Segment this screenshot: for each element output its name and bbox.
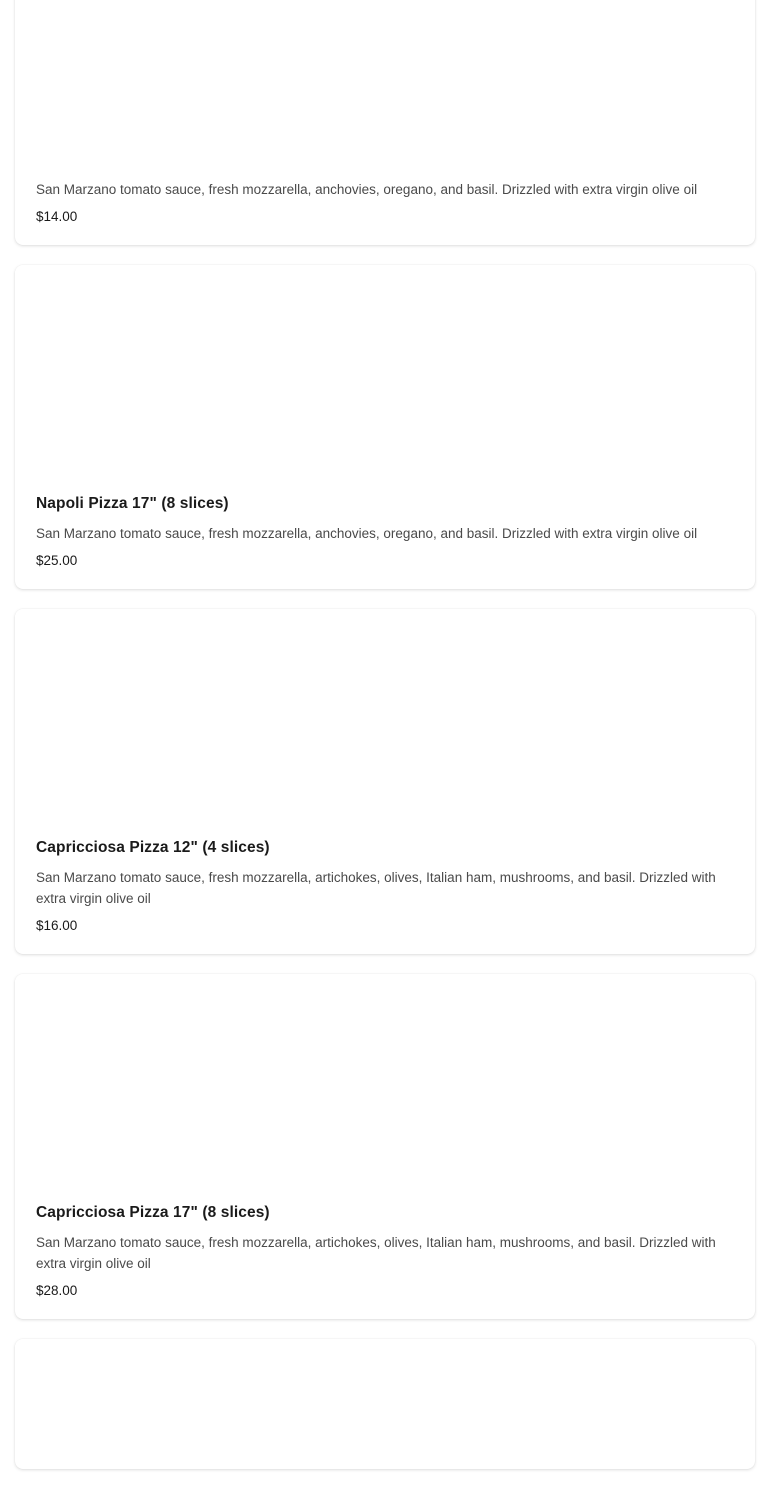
menu-item-details bbox=[15, 168, 755, 245]
menu-item-image bbox=[15, 0, 755, 168]
menu-item-description: San Marzano tomato sauce, fresh mozzarella, anchovies, oregano, and basil. Drizzled with extra virgin olive oil bbox=[36, 182, 698, 197]
menu-item-image bbox=[15, 265, 755, 495]
menu-item-description: San Marzano tomato sauce, fresh mozzarella, anchovies, oregano, and basil. Drizzled with extra virgin olive oil bbox=[36, 526, 698, 542]
menu-item-details bbox=[15, 1204, 755, 1319]
menu-item-image bbox=[15, 609, 755, 839]
menu-item-card[interactable] bbox=[15, 1339, 755, 1469]
menu-item-card[interactable] bbox=[15, 974, 755, 1319]
menu-item-title: Capricciosa Pizza 17" (8 slices) bbox=[36, 1204, 270, 1222]
menu-item-price: $16.00 bbox=[36, 918, 78, 934]
menu-item-details bbox=[15, 495, 755, 589]
menu-item-title bbox=[36, 1429, 734, 1441]
menu-item-title: Napoli Pizza 17" (8 slices) bbox=[36, 495, 229, 513]
menu-item-description: San Marzano tomato sauce, fresh mozzarella, artichokes, olives, Italian ham, mushrooms, and basil. Drizzled with extra virgin olive oil bbox=[36, 870, 716, 907]
menu-item-card[interactable] bbox=[15, 265, 755, 589]
menu-item-description bbox=[36, 1441, 734, 1449]
menu-item-card[interactable] bbox=[15, 0, 755, 245]
menu-item-details bbox=[15, 839, 755, 954]
menu-item-price: $14.00 bbox=[36, 208, 78, 224]
menu-item-title: Capricciosa Pizza 12" (4 slices) bbox=[36, 839, 270, 857]
menu-item-card[interactable] bbox=[15, 609, 755, 954]
menu-item-image bbox=[15, 974, 755, 1204]
menu-item-price: $25.00 bbox=[36, 553, 78, 569]
menu-item-description: San Marzano tomato sauce, fresh mozzarella, artichokes, olives, Italian ham, mushrooms, and basil. Drizzled with extra virgin olive oil bbox=[36, 1235, 716, 1272]
menu-item-title bbox=[36, 168, 734, 180]
menu-item-image bbox=[15, 1339, 755, 1429]
menu-item-details bbox=[15, 1429, 755, 1469]
menu-item-price: $28.00 bbox=[36, 1283, 78, 1299]
menu-item-price bbox=[36, 1449, 734, 1469]
